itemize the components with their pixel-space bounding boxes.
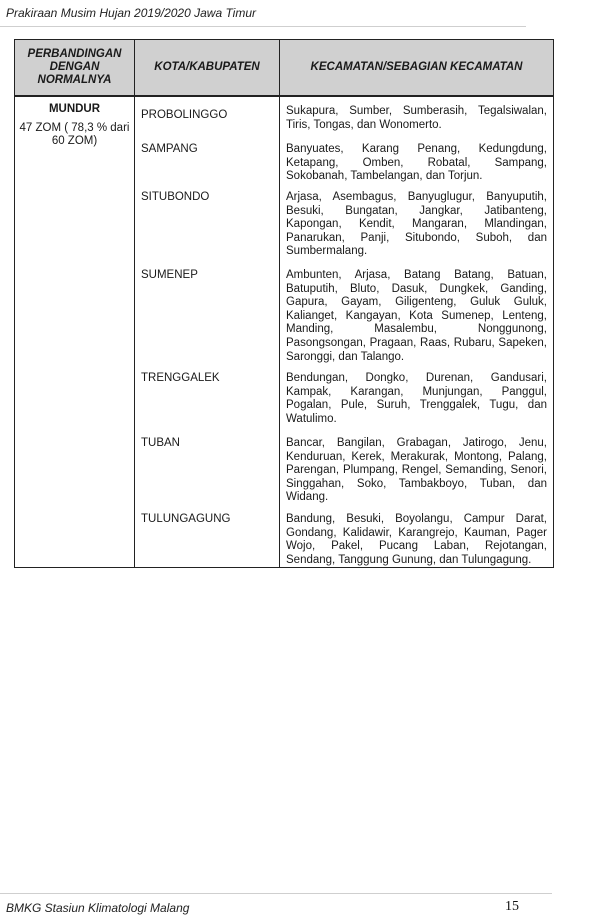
page-number: 15: [505, 899, 519, 914]
footer-divider: [0, 893, 552, 894]
kecamatan-list: Bancar, Bangilan, Grabagan, Jatirogo, Jenu, Kenduruan, Kerek, Merakurak, Montong, Palang, Parengan, Plumpang, Rengel, Semanding, Senori, Singgahan, Soko, Tambakboyo, Tuban, dan Widang.: [286, 437, 547, 504]
kota-name: TUBAN: [141, 437, 180, 449]
kecamatan-list: Bandung, Besuki, Boyolangu, Campur Darat, Gondang, Kalidawir, Karangrejo, Kauman, Pager Wojo, Pakel, Pucang Laban, Rejotangan, Sendang, Tanggung Gunung, dan Tulungagung.: [286, 513, 547, 566]
kota-name: TRENGGALEK: [141, 372, 220, 384]
forecast-table: [14, 39, 554, 568]
header-divider: [0, 26, 526, 27]
column-header-comparison: PERBANDINGAN DENGAN NORMALNYA: [15, 40, 135, 97]
category-detail: 47 ZOM ( 78,3 % dari 60 ZOM): [19, 122, 130, 147]
column-header-kecamatan: KECAMATAN/SEBAGIAN KECAMATAN: [280, 40, 554, 97]
table-row: [15, 96, 554, 568]
kota-name: PROBOLINGGO: [141, 109, 228, 121]
kota-name: SUMENEP: [141, 269, 198, 281]
kota-name: SAMPANG: [141, 143, 198, 155]
kota-column: [135, 96, 280, 568]
column-header-kota: KOTA/KABUPATEN: [135, 40, 280, 97]
kota-name: SITUBONDO: [141, 191, 210, 203]
kecamatan-column: [280, 96, 554, 568]
kecamatan-list: Arjasa, Asembagus, Banyuglugur, Banyuputih, Besuki, Bungatan, Jangkar, Jatibanteng, Kapongan, Kendit, Mangaran, Mlandingan, Panarukan, Panji, Situbondo, Suboh, dan Sumbermalang.: [286, 191, 547, 258]
category-cell: [15, 96, 135, 568]
kecamatan-list: Sukapura, Sumber, Sumberasih, Tegalsiwalan, Tiris, Tongas, dan Wonomerto.: [286, 105, 547, 131]
kota-name: TULUNGAGUNG: [141, 513, 231, 525]
header-title: Prakiraan Musim Hujan 2019/2020 Jawa Timur: [6, 6, 257, 20]
category-title: MUNDUR: [48, 103, 101, 115]
footer-text: BMKG Stasiun Klimatologi Malang: [6, 901, 190, 915]
kecamatan-list: Banyuates, Karang Penang, Kedungdung, Ketapang, Omben, Robatal, Sampang, Sokobanah, Tambelangan, dan Torjun.: [286, 143, 547, 183]
kecamatan-list: Ambunten, Arjasa, Batang Batang, Batuan, Batuputih, Bluto, Dasuk, Dungkek, Ganding, Gapura, Gayam, Giligenteng, Guluk Guluk, Kalianget, Kangayan, Kota Sumenep, Lenteng, Manding, Masalembu, Nonggunong, Pasongsongan, Pragaan, Raas, Rubaru, Sapeken, Saronggi, dan Talango.: [286, 269, 547, 363]
kecamatan-list: Bendungan, Dongko, Durenan, Gandusari, Kampak, Karangan, Munjungan, Panggul, Pogalan, Pule, Suruh, Trenggalek, Tugu, dan Watulimo.: [286, 372, 547, 425]
table-header-row: [15, 40, 554, 97]
